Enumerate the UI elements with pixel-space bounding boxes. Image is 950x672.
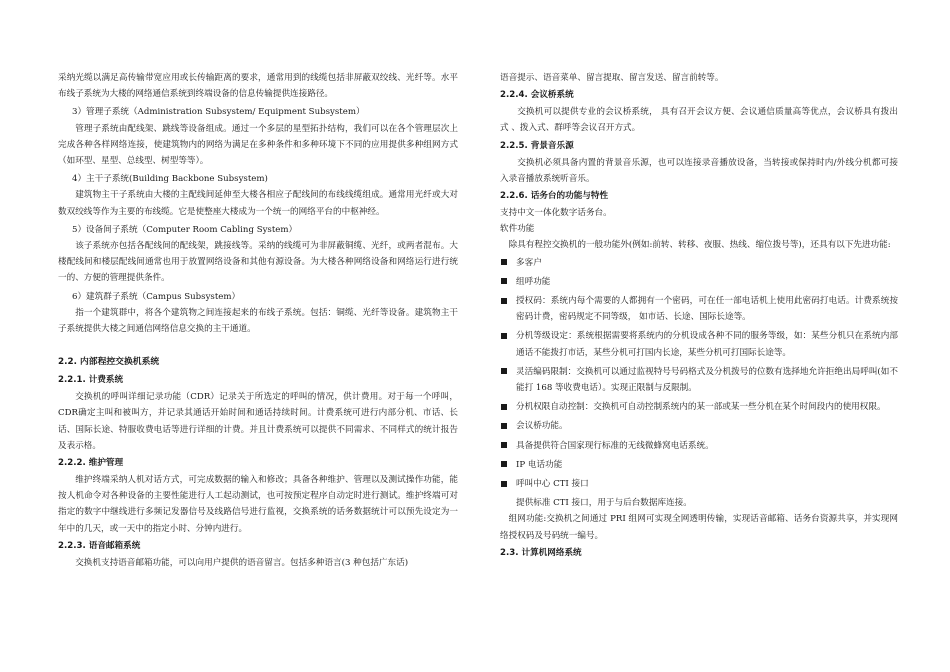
- spacer: [58, 337, 458, 353]
- list-item-text: 多客户: [516, 257, 542, 268]
- list-item: [500, 399, 898, 415]
- list-item-text: IP 电话功能: [516, 459, 563, 470]
- list-item: [500, 293, 898, 325]
- paragraph-voicemail: 交换机支持语音邮箱功能，可以向用户提供的语音留言。包括多种语言(3 种包括广东话): [75, 557, 409, 568]
- list-item: [500, 255, 898, 271]
- subsystem-title-campus: 6）建筑群子系统（Campus Subsystem）: [72, 291, 241, 302]
- paragraph-billing: 交换机的呼叫详细记录功能（CDR）记录关于所选定的呼叫的情况，供计费用。对于每一个呼叫，CDR确定主叫和被叫方，并记录其通话开始时间和通话持续时间。计费系统可进行内部分机、市话、长话、国际长途、特服收费电话等进行详细的计费。并且计费系统可以提供不同需求、不同样式的统计报告及表示格。: [58, 392, 458, 451]
- bullet-square-icon: [501, 442, 507, 448]
- bullet-square-icon: [501, 481, 507, 487]
- bullet-square-icon: [501, 298, 507, 304]
- bullet-square-icon: [501, 423, 507, 429]
- section-heading-2-2-4: 2.2.4. 会议桥系统: [500, 90, 574, 101]
- paragraph-maintenance: 维护终端采纳人机对话方式，可完成数据的输入和修改；具备各种维护、管理以及测试操作功能，能按人机命令对各种设备的主要性能进行人工起动测试，也可按预定程序自动定时进行测试。维护终端可对指定的数字中继线进行多频记发器信号及线路信号进行监视，交换系统的话务数据统计可以预先设定为一年中的几天，或一天中的指定小时、分钟内进行。: [58, 475, 458, 534]
- list-item: [500, 438, 898, 454]
- list-item-text: 呼叫中心 CTI 接口: [516, 479, 589, 490]
- paragraph-cti-interface: 提供标准 CTI 接口，用于与后台数据库连接。: [516, 498, 692, 509]
- list-item-text: 灵活编码限制：交换机可以通过监视特号号码格式及分机拨号的位数有选择地允许拒绝出局呼叫(如不能打 168 等收费电话）。实现正限制与反限制。: [516, 366, 898, 394]
- section-heading-2-2-2: 2.2.2. 维护管理: [58, 458, 124, 469]
- list-item: [500, 328, 898, 360]
- paragraph-horizontal-cabling: 采纳光缆以满足高传输带宽应用或长传输距离的要求，通常用到的线缆包括非屏蔽双绞线、光纤等。水平布线子系统为大楼的网络通信系统到终端设备的信息传输提供连接路径。: [58, 73, 458, 100]
- bullet-square-icon: [501, 368, 507, 374]
- list-item-text: 会议桥功能。: [516, 421, 568, 432]
- subsystem-title-administration: 3）管理子系统（Administration Subsystem/ Equipment Subsystem）: [72, 107, 365, 118]
- line-chinese-console: 支持中文一体化数字话务台。: [500, 208, 612, 219]
- subsystem-title-equipment-room: 5）设备间子系统（Computer Room Cabling System）: [72, 224, 298, 235]
- list-item-text: 分机权限自动控制：交换机可自动控制系统内的某一部或某一些分机在某个时间段内的使用权限。: [516, 402, 886, 413]
- section-heading-2-3: 2.3. 计算机网络系统: [500, 547, 582, 558]
- list-item: [500, 274, 898, 290]
- right-column: [500, 70, 898, 562]
- list-item: [500, 457, 898, 473]
- subsystem-title-backbone: 4）主干子系统(Building Backbone Subsystem): [72, 174, 268, 185]
- list-item-text: 组呼功能: [516, 276, 551, 287]
- section-heading-2-2-3: 2.2.3. 语音邮箱系统: [58, 540, 141, 551]
- list-item: [500, 476, 898, 492]
- list-item-text: 具备提供符合国家现行标准的无线微蜂窝电话系统。: [516, 440, 714, 451]
- paragraph-networking: 组网功能:交换机之间通过 PRI 组网可实现全网透明传输，实现话音邮箱、话务台资源共享，并实现网络授权码及号码统一编号。: [500, 514, 898, 541]
- section-heading-2-2-1: 2.2.1. 计费系统: [58, 375, 124, 386]
- paragraph-backbone: 建筑物主干子系统由大楼的主配线间延伸至大楼各相应子配线间的布线线缆组成。通常用光纤或大对数双绞线等作为主要的布线缆。它是使整座大楼成为一个统一的网络平台的中枢神经。: [58, 190, 458, 217]
- list-item-text: 分机等级设定：系统根据需要将系统内的分机设成各种不同的服务等级，如：某些分机只在系统内部通话不能拨打市话，某些分机可打国内长途，某些分机可打国际长途等。: [516, 331, 898, 358]
- bullet-square-icon: [501, 259, 507, 265]
- paragraph-equipment-room: 该子系统亦包括各配线间的配线架，跳接线等。采纳的线缆可为非屏蔽铜缆、光纤，或两者混布。大楼配线间和楼层配线间通常也用于放置网络设备和其他有源设备。为大楼各种网络设备和网络运行进行统一的、方便的管理提供条件。: [58, 241, 458, 284]
- list-item: [500, 364, 898, 396]
- bullet-square-icon: [501, 404, 507, 410]
- section-heading-2-2: 2.2. 内部程控交换机系统: [58, 357, 160, 368]
- paragraph-administration: 管理子系统由配线架、跳线等设备组成。通过一个多层的星型拓扑结构，我们可以在各个管理层次上完成各种各样网络连接，使建筑物内的网络为满足在多种条件和多种环境下不同的应用提供多种组网方式（如环型、星型、总线型、树型等等）。: [58, 123, 458, 167]
- paragraph-conference-bridge: 交换机可以提供专业的会议桥系统， 具有召开会议方便、会议通信质量高等优点，会议桥具有拨出式 、拨入式、群呼等会议召开方式。: [500, 107, 898, 134]
- paragraph-background-music: 交换机必须具备内置的背景音乐源，也可以连接录音播放设备，当转接或保持时内/外线分机都可接入录音播放系统听音乐。: [500, 157, 898, 184]
- line-software-features: 软件功能: [500, 224, 535, 235]
- section-heading-2-2-6: 2.2.6. 话务台的功能与特性: [500, 191, 609, 202]
- paragraph-voicemail-continued: 语音提示、语音菜单、留言提取、留言发送、留言前转等。: [500, 73, 724, 83]
- left-column: [58, 70, 458, 571]
- bullet-square-icon: [501, 461, 507, 467]
- section-heading-2-2-5: 2.2.5. 背景音乐源: [500, 140, 574, 151]
- bullet-square-icon: [501, 278, 507, 284]
- paragraph-campus: 指一个建筑群中，将各个建筑物之间连接起来的布线子系统。包括：铜缆、光纤等设备。建筑物主干子系统提供大楼之间通信网络信息交换的主干通道。: [58, 307, 458, 335]
- list-item-text: 授权码：系统内每个需要的人都拥有一个密码，可在任一部电话机上使用此密码打电话。计费系统按密码计费，密码规定不同等级， 如市话、长途、国际长途等。: [516, 296, 898, 323]
- list-item: [500, 418, 898, 434]
- paragraph-software-features: 除具有程控交换机的一般功能外(例如:前转、转移、夜服、热线、缩位拨号等)，还具有以下先进功能:: [508, 240, 891, 251]
- bullet-square-icon: [501, 333, 507, 339]
